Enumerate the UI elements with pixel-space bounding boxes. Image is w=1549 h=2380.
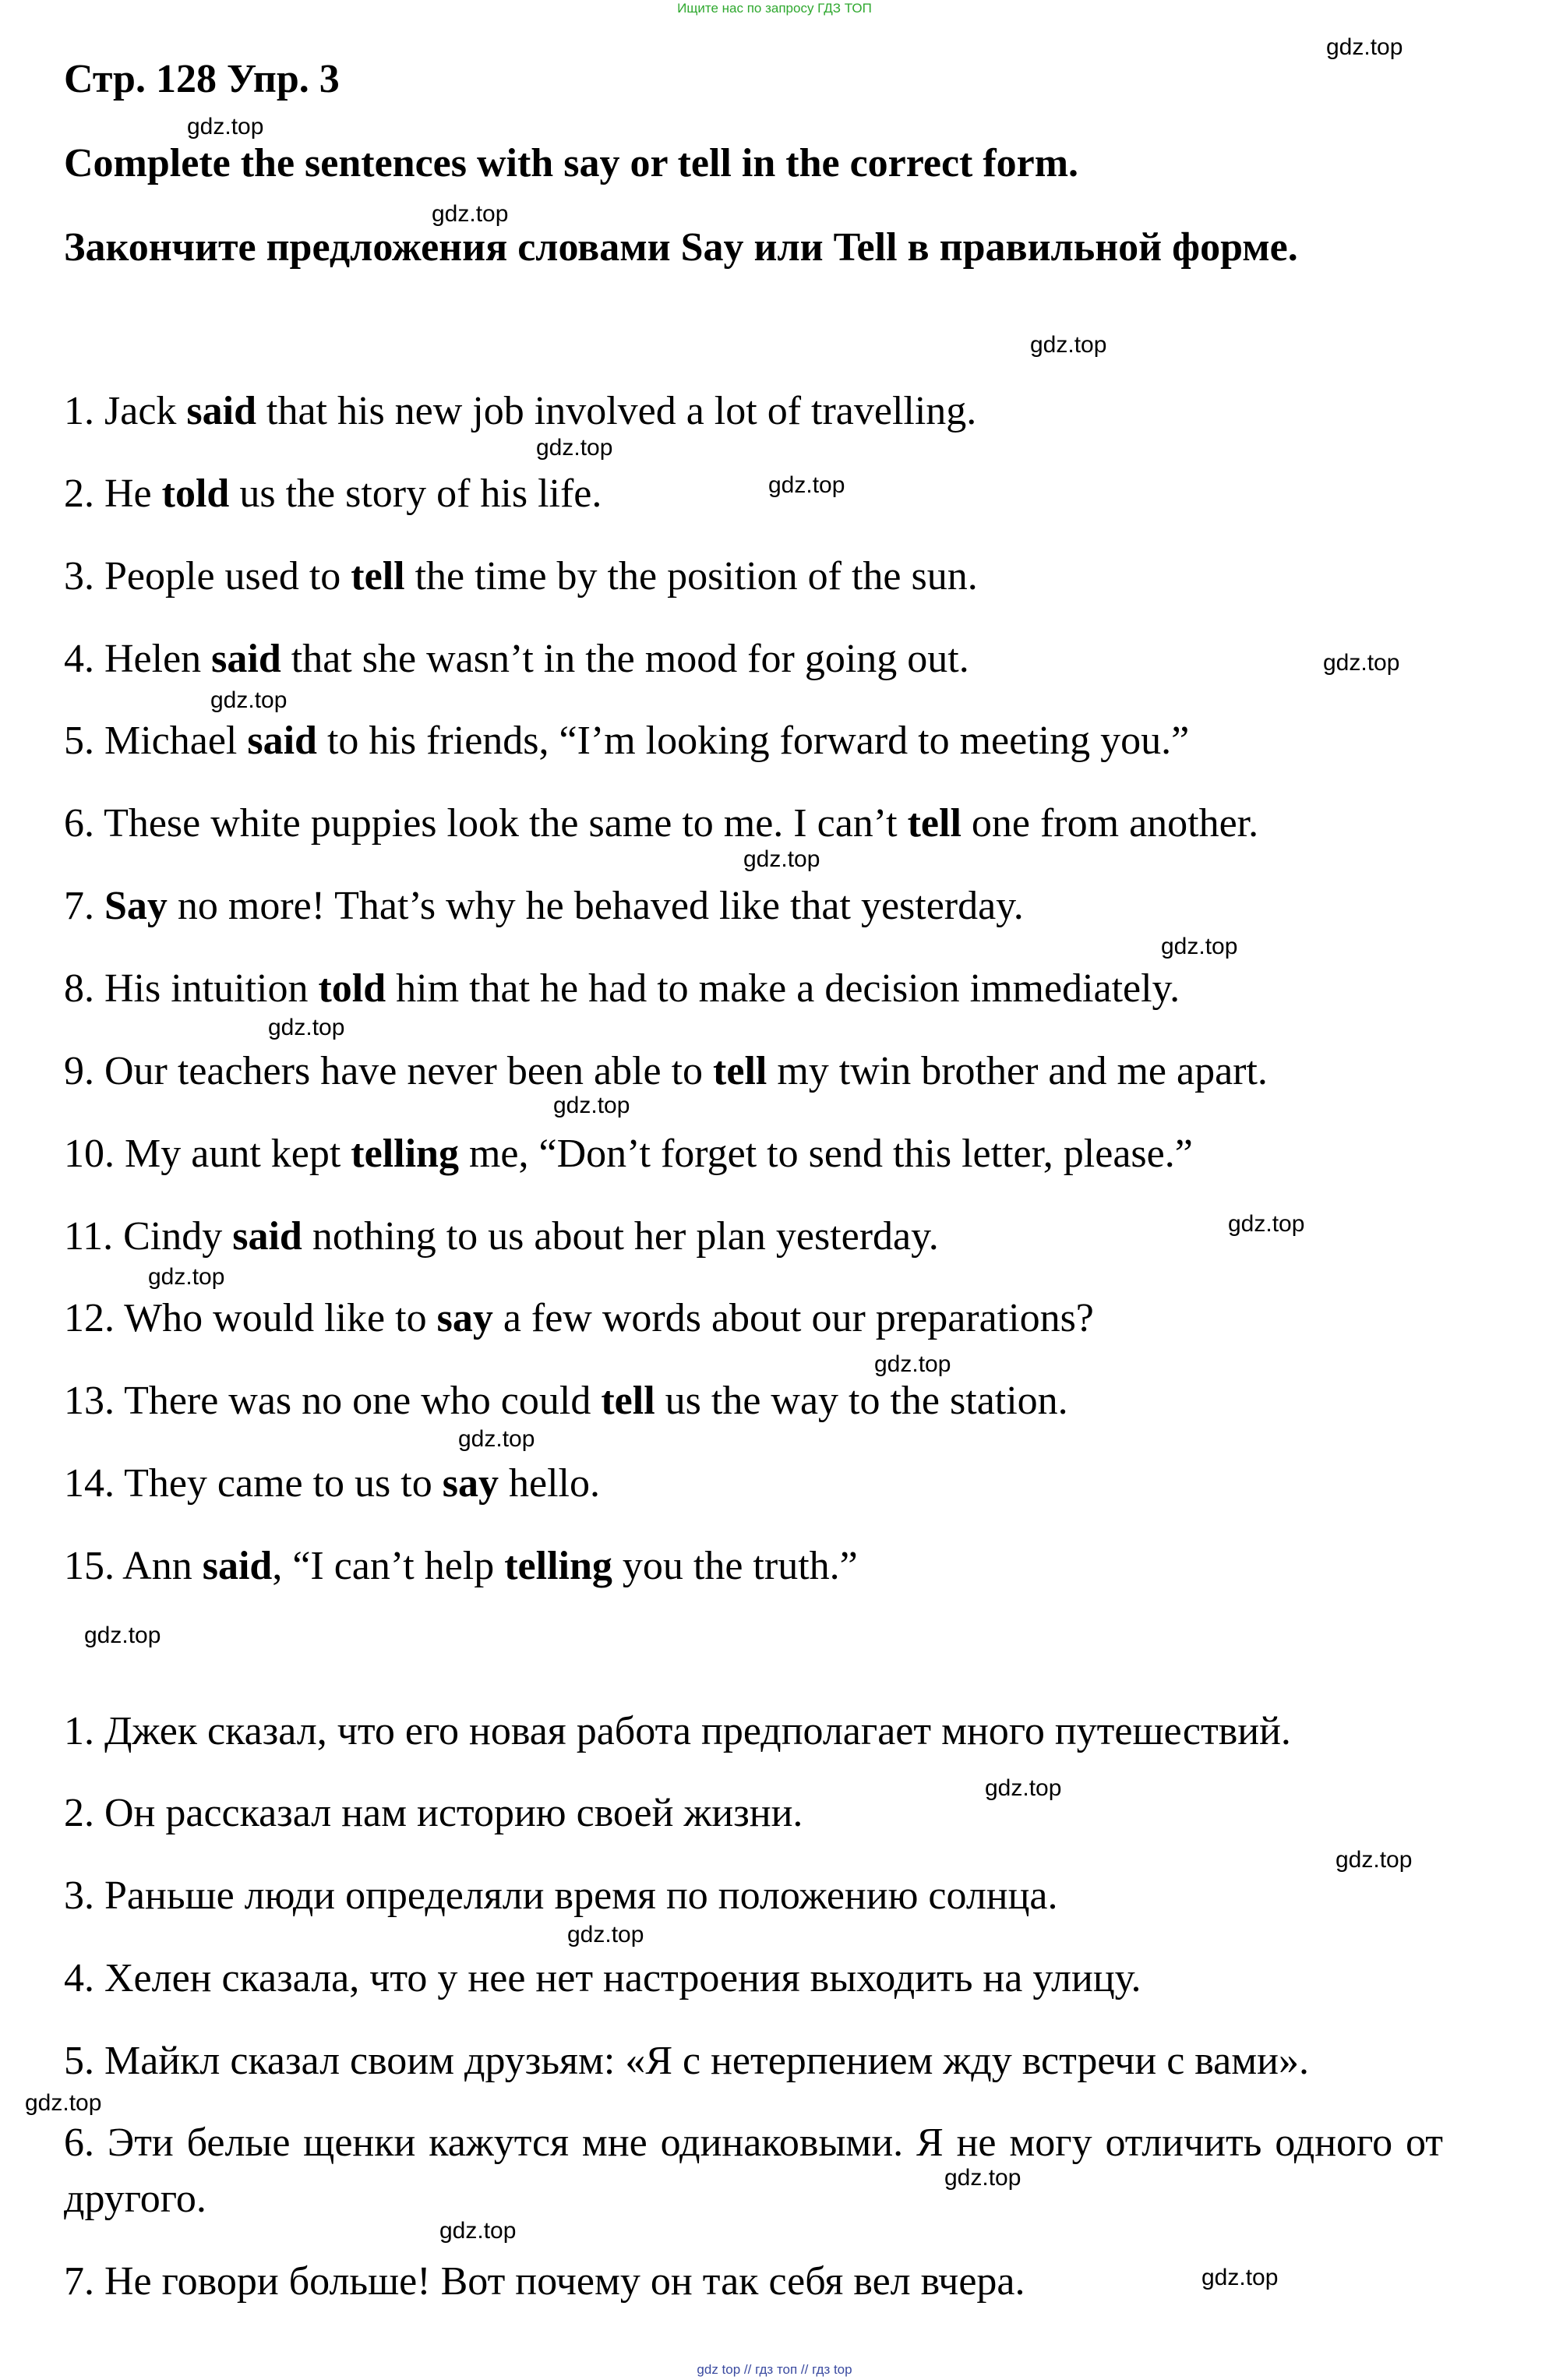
answer-text: Michael [104,719,248,763]
translation-ru-6: 6. Эти белые щенки кажутся мне одинаковыми. Я не могу отличить одного от другого. [64,2120,1443,2221]
answer-number: 3. [64,554,94,599]
answer-verb: telling [504,1544,612,1588]
answer-text: Who would like to [124,1296,437,1340]
answer-verb: said [232,1214,302,1259]
answer-text: He [104,471,162,516]
translation-ru-7: 7. Не говори больше! Вот почему он так себя вел вчера. [64,2259,1025,2304]
answer-verb: said [211,637,281,681]
answer-verb: told [161,471,230,516]
answer-text: you the truth.” [612,1544,858,1588]
answer-en-4 [64,636,969,683]
answer-text: us the way to the station. [655,1379,1068,1423]
answer-text: Our teachers have never been able to [104,1049,714,1093]
answer-text: Jack [104,389,187,433]
answer-text: me, “Don’t forget to send this letter, please.” [458,1132,1193,1176]
watermark: gdz.top [268,1015,345,1040]
watermark: gdz.top [944,2165,1021,2191]
answer-text: one from another. [961,801,1259,846]
watermark: gdz.top [743,846,820,872]
watermark: gdz.top [187,114,264,139]
bottom-banner: gdz top // гдз топ // гдз top [697,2362,852,2377]
task-instruction-en: Complete the sentences with say or tell in the correct form. [64,141,1079,185]
answer-verb: say [442,1461,499,1506]
answer-en-13 [64,1378,1068,1425]
answer-text: hello. [498,1461,600,1506]
answer-text: to his friends, “I’m looking forward to meeting you.” [316,719,1190,763]
translation-ru-2: 2. Он рассказал нам историю своей жизни. [64,1791,803,1835]
answer-number: 8. [64,966,94,1011]
answer-verb: told [318,966,386,1011]
watermark: gdz.top [1228,1211,1305,1237]
answer-en-2 [64,471,602,517]
answer-number: 1. [64,389,94,433]
answer-number: 10. [64,1132,115,1176]
answer-text: They came to us to [124,1461,443,1506]
watermark: gdz.top [1161,934,1238,959]
answer-number: 7. [64,884,94,928]
answer-text: These white puppies look the same to me. I can’t [104,801,908,846]
translation-ru-5: 5. Майкл сказал своим друзьям: «Я с нетерпением жду встречи с вами». [64,2039,1309,2083]
watermark: gdz.top [985,1775,1062,1801]
answer-verb: tell [351,554,405,599]
answer-text: him that he had to make a decision immediately. [386,966,1180,1011]
answer-text: There was no one who could [124,1379,602,1423]
answer-verb: say [436,1296,493,1340]
answer-text: His intuition [104,966,319,1011]
answer-en-12 [64,1295,1094,1342]
watermark: gdz.top [84,1623,161,1648]
watermark: gdz.top [25,2090,102,2116]
answer-text: that she wasn’t in the mood for going out. [281,637,969,681]
answer-text: a few words about our preparations? [492,1296,1094,1340]
translation-ru-3: 3. Раньше люди определяли время по положению солнца. [64,1873,1058,1918]
answer-text: Cindy [123,1214,233,1259]
translation-ru-4: 4. Хелен сказала, что у нее нет настроения выходить на улицу. [64,1956,1141,2000]
answer-text: Helen [104,637,212,681]
answer-en-6 [64,800,1258,847]
answer-en-8 [64,966,1180,1012]
answer-verb: telling [351,1132,459,1176]
answer-number: 6. [64,801,94,846]
answer-en-10 [64,1131,1193,1178]
answer-text: that his new job involved a lot of travelling. [256,389,977,433]
answer-en-11 [64,1213,939,1260]
answer-en-9 [64,1048,1268,1095]
answer-text: My aunt kept [125,1132,351,1176]
watermark: gdz.top [1326,34,1403,60]
answer-number: 12. [64,1296,115,1340]
answer-number: 14. [64,1461,115,1506]
answer-en-1 [64,388,976,435]
watermark: gdz.top [567,1922,644,1947]
watermark: gdz.top [1030,332,1107,358]
answer-number: 15. [64,1544,115,1588]
watermark: gdz.top [553,1093,630,1118]
answer-number: 5. [64,719,94,763]
top-banner: Ищите нас по запросу ГДЗ ТОП [677,1,872,16]
watermark: gdz.top [536,435,613,461]
watermark: gdz.top [439,2218,517,2244]
answer-text: nothing to us about her plan yesterday. [302,1214,939,1259]
answer-en-7 [64,883,1024,930]
answer-text: no more! That’s why he behaved like that yesterday. [167,884,1024,928]
watermark: gdz.top [432,201,509,227]
answer-en-3 [64,553,978,600]
watermark: gdz.top [458,1426,535,1452]
watermark: gdz.top [148,1264,225,1290]
translation-ru-1: 1. Джек сказал, что его новая работа предполагает много путешествий. [64,1709,1291,1753]
answer-number: 13. [64,1379,115,1423]
answer-verb: said [247,719,317,763]
answer-text: Ann [122,1544,203,1588]
watermark: gdz.top [1336,1847,1413,1873]
answer-verb: Say [104,884,168,928]
watermark: gdz.top [768,472,845,498]
answer-verb: tell [713,1049,767,1093]
answer-number: 4. [64,637,94,681]
watermark: gdz.top [874,1351,951,1377]
answer-number: 11. [64,1214,114,1259]
answer-verb: said [202,1544,273,1588]
watermark: gdz.top [210,687,288,713]
answer-text: the time by the position of the sun. [404,554,978,599]
answer-verb: said [186,389,257,433]
task-instruction-ru: Закончите предложения словами Say или Tell в правильной форме. [64,225,1298,270]
answer-text: People used to [104,554,351,599]
answer-text: us the story of his life. [229,471,602,516]
watermark: gdz.top [1201,2265,1279,2290]
answer-en-5 [64,718,1189,764]
answer-text: , “I can’t help [272,1544,505,1588]
answer-verb: tell [907,801,962,846]
answer-en-15 [64,1543,858,1590]
answer-en-14 [64,1460,600,1507]
page-title: Стр. 128 Упр. 3 [64,57,340,101]
answer-verb: tell [601,1379,655,1423]
answer-number: 9. [64,1049,94,1093]
answer-text: my twin brother and me apart. [767,1049,1268,1093]
answer-number: 2. [64,471,94,516]
watermark: gdz.top [1323,650,1400,676]
